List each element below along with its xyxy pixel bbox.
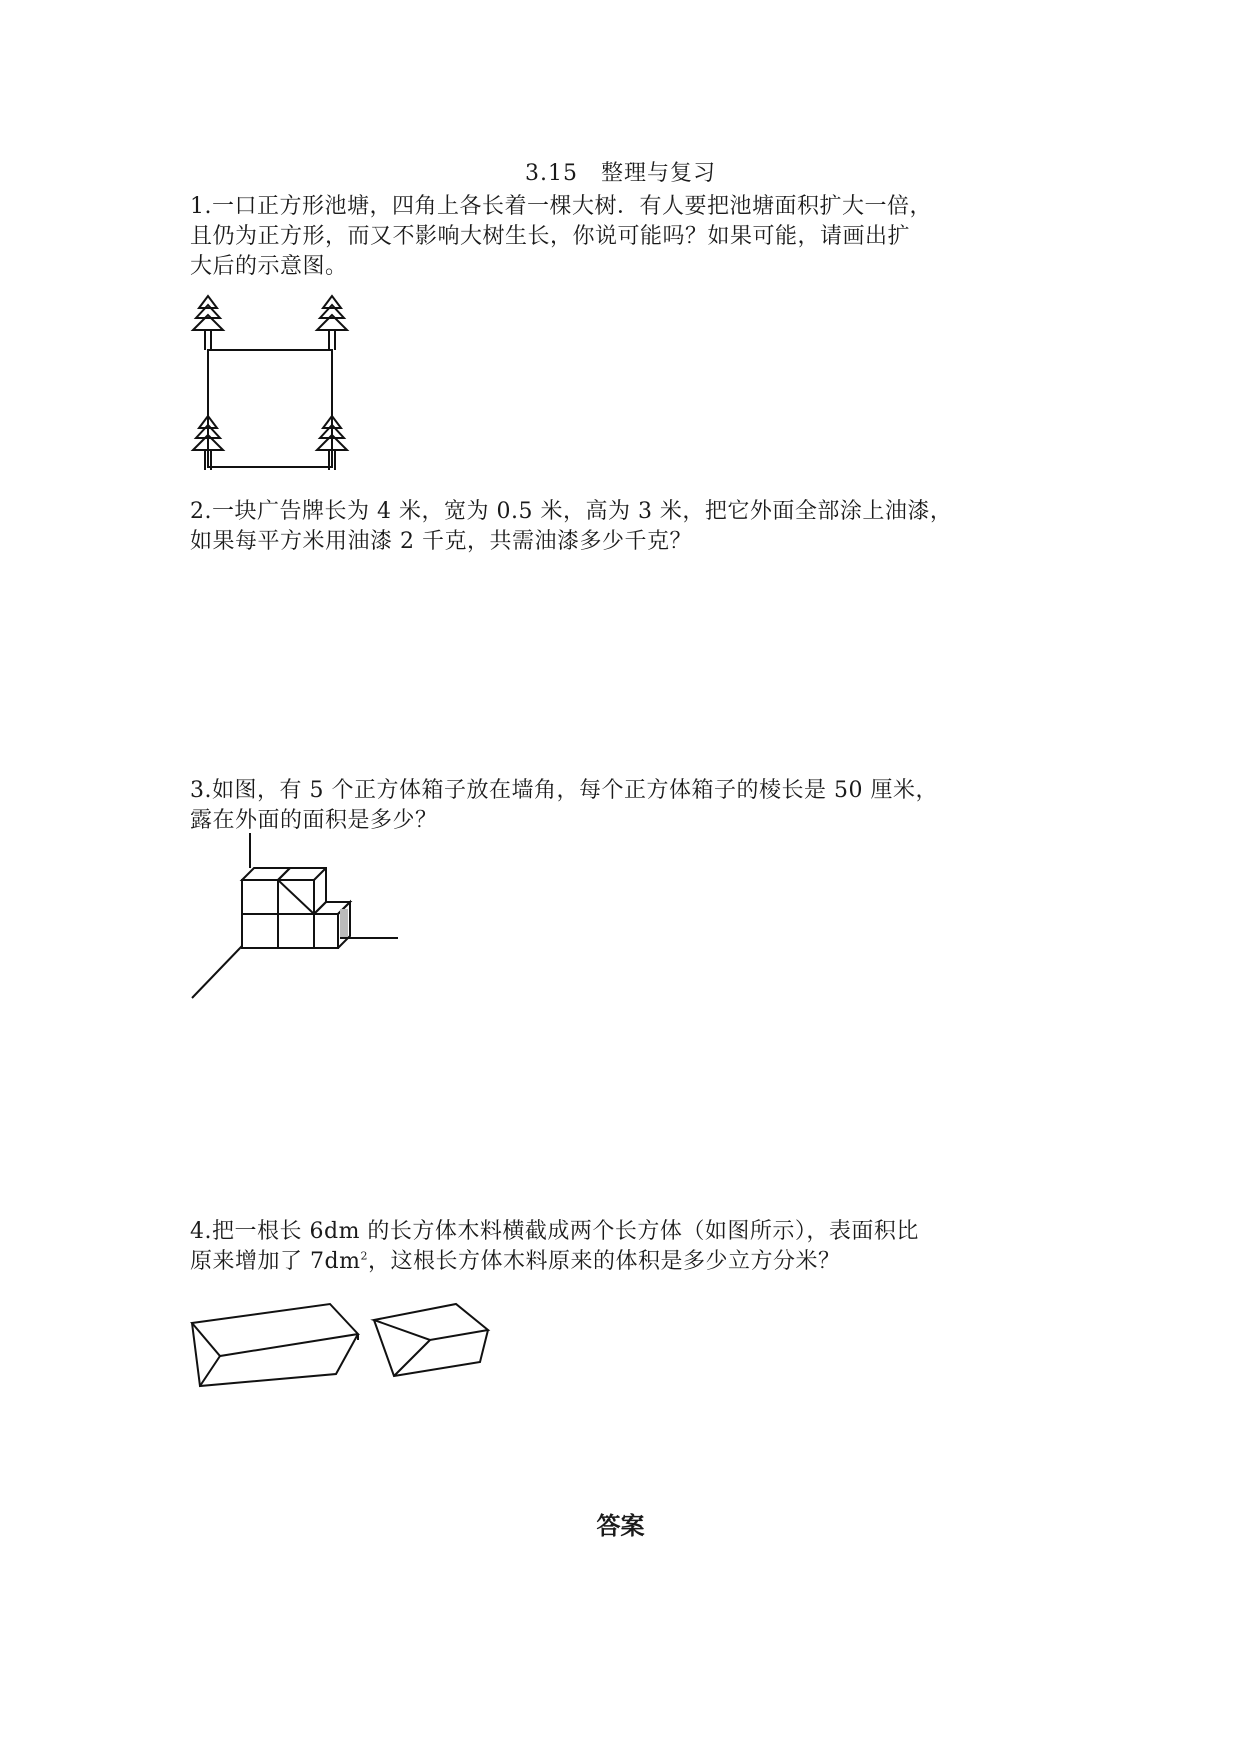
question-2 xyxy=(190,497,1060,557)
cube xyxy=(242,914,278,948)
two-cuboids-figure xyxy=(190,1290,500,1390)
question-1 xyxy=(190,192,1060,282)
pond-square xyxy=(208,350,332,467)
page-title: 3.15 整理与复习 xyxy=(525,161,716,186)
question-4-line-2-text: 原来增加了 7dm xyxy=(190,1249,361,1274)
question-1-line-3: 大后的示意图。 xyxy=(190,254,348,279)
cube xyxy=(314,902,350,948)
question-4 xyxy=(190,1217,1060,1277)
cube xyxy=(278,914,314,948)
short-cuboid xyxy=(374,1304,488,1376)
question-1-line-1: 1.一口正方形池塘，四角上各长着一棵大树．有人要把池塘面积扩大一倍， xyxy=(190,194,932,219)
question-2-line-2: 如果每平方米用油漆 2 千克，共需油漆多少千克？ xyxy=(190,529,692,554)
question-3-line-2: 露在外面的面积是多少？ xyxy=(190,808,438,833)
tree-icon xyxy=(193,296,223,350)
corner-edge-line xyxy=(192,946,242,998)
question-4-line-1: 4.把一根长 6dm 的长方体木料横截成两个长方体（如图所示），表面积比 xyxy=(190,1219,919,1244)
tree-icon xyxy=(317,296,347,350)
question-4-line-2-rest: ，这根长方体木料原来的体积是多少立方分米？ xyxy=(367,1249,841,1274)
superscript-2: 2 xyxy=(360,1249,368,1263)
five-cubes-in-corner-figure xyxy=(190,833,405,1003)
pond-with-four-trees-figure xyxy=(186,292,356,474)
cube xyxy=(278,868,326,914)
question-1-line-2: 且仍为正方形，而又不影响大树生长，你说可能吗？如果可能，请画出扩 xyxy=(190,224,911,249)
question-2-line-1: 2.一块广告牌长为 4 米，宽为 0.5 米，高为 3 米，把它外面全部涂上油漆， xyxy=(190,499,953,524)
question-4-line-2 xyxy=(190,1247,1060,1277)
long-cuboid xyxy=(192,1304,358,1386)
question-3-line-1: 3.如图，有 5 个正方体箱子放在墙角，每个正方体箱子的棱长是 50 厘米， xyxy=(190,778,938,803)
answer-heading: 答案 xyxy=(596,1512,645,1540)
question-3 xyxy=(190,776,1060,836)
